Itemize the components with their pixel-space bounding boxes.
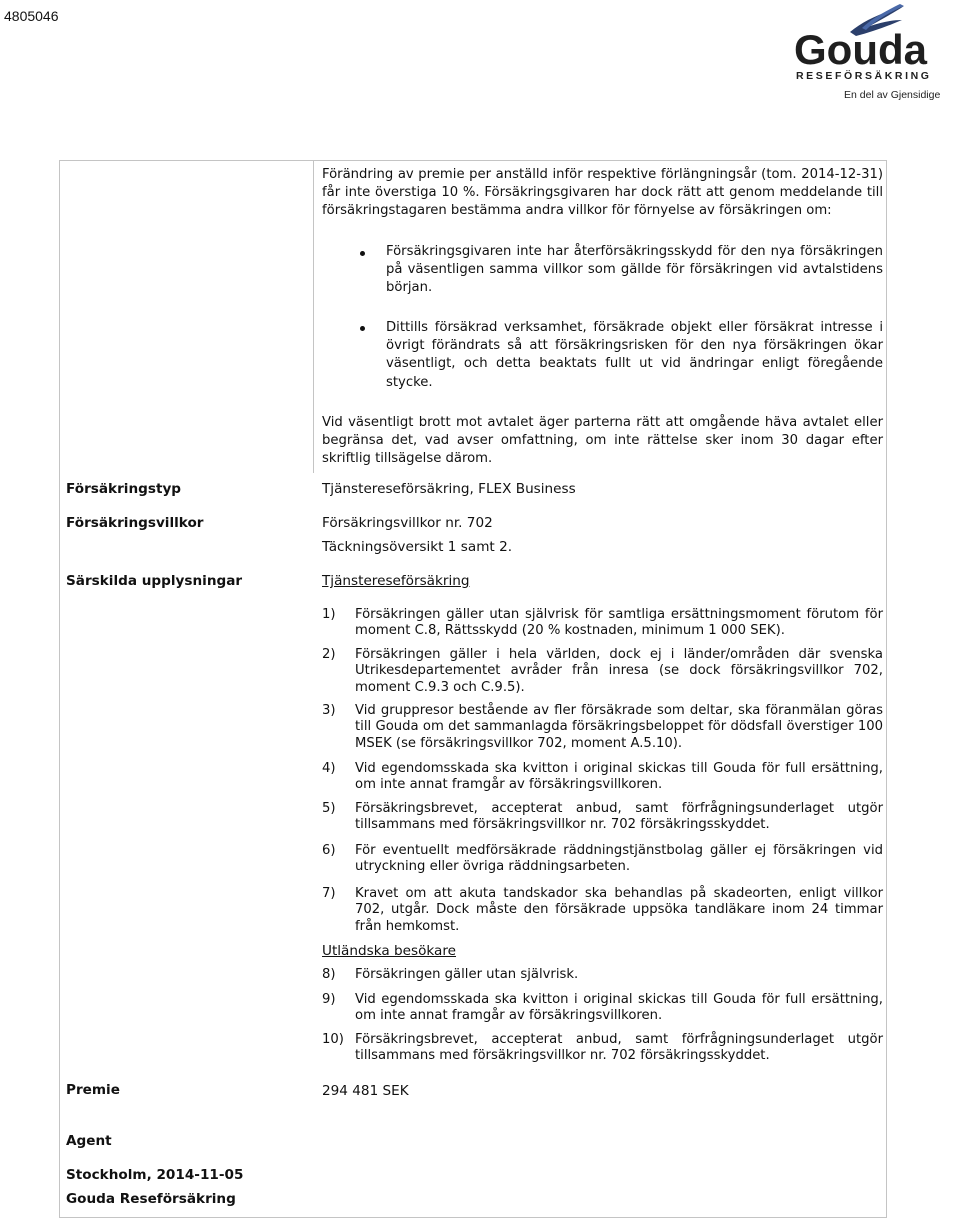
gouda-logo [792, 2, 958, 106]
list-item: Försäkringsbrevet, accepterat anbud, samt förfrågningsunderlaget utgör tillsammans med försäkringsvillkor nr. 702 försäkringsskyddet. [355, 801, 883, 833]
item-number: 4) [322, 761, 336, 776]
bullet-item-2: Dittills försäkrad verksamhet, försäkrade objekt eller försäkrat intresse i övrigt förändrats så att försäkringsrisken för den nya försäkringen ökar väsentligt, och detta beaktats fullt ut vid ändringar enligt föregående stycke. [386, 320, 883, 390]
foreign-visitors-heading: Utländska besökare [322, 943, 457, 959]
item-number: 6) [322, 843, 336, 858]
bullet-icon [360, 251, 365, 256]
insurance-type-label: Försäkringstyp [66, 481, 182, 497]
column-divider [313, 161, 314, 473]
item-number: 2) [322, 647, 336, 662]
item-number: 3) [322, 703, 336, 718]
list-item: Vid gruppresor bestående av fler försäkrade som deltar, ska föranmälan göras till Gouda om det sammanlagda försäkringsbeloppet för dödsfall överstiger 100 MSEK (se försäkringsvillkor 702, moment A.5.10). [355, 703, 883, 751]
bullet-icon [360, 326, 365, 331]
list-item: Försäkringen gäller utan självrisk för samtliga ersättningsmoment förutom för moment C.8, Rättsskydd (20 % kostnaden, minimum 1 000 SEK). [355, 607, 883, 639]
list-item: Försäkringen gäller utan självrisk. [355, 967, 579, 982]
item-number: 5) [322, 801, 336, 816]
list-item: Försäkringen gäller i hela världen, dock ej i länder/områden där svenska Utrikesdepartementet avråder från inresa (se dock försäkringsvillkor 702, moment C.9.3 och C.9.5). [355, 647, 883, 695]
coverage-overview-value: Täckningsöversikt 1 samt 2. [322, 539, 513, 555]
special-info-label: Särskilda upplysningar [66, 573, 243, 589]
insurance-terms-label: Försäkringsvillkor [66, 515, 204, 531]
list-item: Vid egendomsskada ska kvitton i original skickas till Gouda för full ersättning, om inte annat framgår av försäkringsvillkoren. [355, 761, 883, 793]
list-item: Vid egendomsskada ska kvitton i original skickas till Gouda för full ersättning, om inte annat framgår av försäkringsvillkoren. [355, 992, 883, 1024]
item-number: 7) [322, 886, 336, 901]
list-item: Försäkringsbrevet, accepterat anbud, samt förfrågningsunderlaget utgör tillsammans med försäkringsvillkor nr. 702 försäkringsskyddet. [355, 1032, 883, 1064]
insurance-type-value: Tjänstereseförsäkring, FLEX Business [322, 481, 576, 497]
agent-label: Agent [66, 1133, 112, 1149]
logo-tagline: En del av Gjensidige [844, 89, 941, 101]
item-number: 10) [322, 1032, 344, 1047]
company-name: Gouda Reseförsäkring [66, 1191, 236, 1207]
item-number: 9) [322, 992, 336, 1007]
travel-insurance-heading: Tjänstereseförsäkring [322, 573, 470, 589]
item-number: 8) [322, 967, 336, 982]
logo-wordmark: Gouda [794, 26, 927, 73]
logo-subtitle: RESEFÖRSÄKRING [796, 70, 932, 82]
list-item: För eventuellt medförsäkrade räddningstjänstbolag gäller ej försäkringen vid utryckning eller övriga räddningsarbeten. [355, 843, 883, 875]
bullet-item-1: Försäkringsgivaren inte har återförsäkringsskydd för den nya försäkringen på väsentligen samma villkor som gällde för försäkringen vid avtalstidens början. [386, 244, 883, 296]
intro-paragraph: Förändring av premie per anställd inför respektive förlängningsår (tom. 2014-12-31) får inte överstiga 10 %. Försäkringsgivaren har dock rätt att genom meddelande till försäkringstagaren bestämma andra villkor för förnyelse av försäkringen om: [322, 167, 883, 219]
list-item: Kravet om att akuta tandskador ska behandlas på skadeorten, enligt villkor 702, utgår. Dock måste den försäkrade uppsöka tandläkare inom 24 timmar från hemkomst. [355, 886, 883, 934]
place-date: Stockholm, 2014-11-05 [66, 1167, 244, 1183]
item-number: 1) [322, 607, 336, 622]
premium-label: Premie [66, 1082, 120, 1098]
insurance-terms-value: Försäkringsvillkor nr. 702 [322, 515, 493, 531]
document-id: 4805046 [4, 8, 59, 24]
breach-paragraph: Vid väsentligt brott mot avtalet äger parterna rätt att omgående häva avtalet eller begränsa det, vad avser omfattning, om inte rättelse sker inom 30 dagar efter skriftlig tillsägelse därom. [322, 415, 883, 467]
premium-value: 294 481 SEK [322, 1083, 409, 1099]
